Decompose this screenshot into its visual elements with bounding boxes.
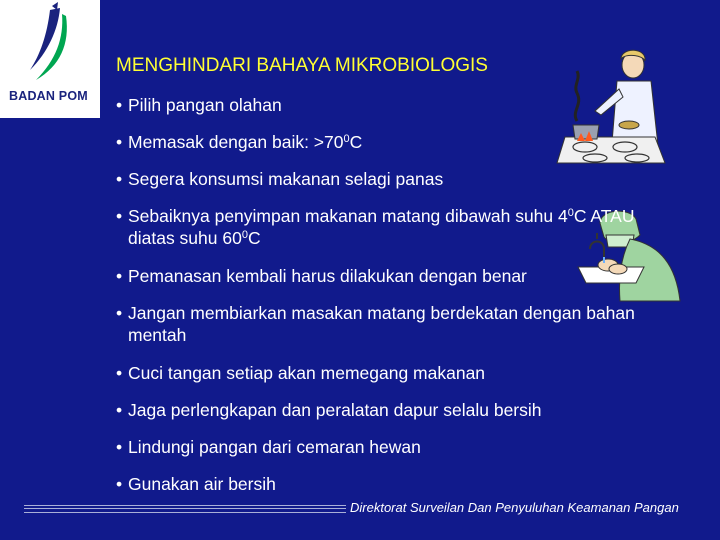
- bullet-item: [116, 205, 634, 249]
- bullet-item: [116, 362, 485, 384]
- footer-text: Direktorat Surveilan Dan Penyuluhan Keamanan Pangan: [350, 500, 679, 515]
- bullet-text: diatas suhu 60: [128, 228, 242, 248]
- bullet-text-unit: C: [349, 132, 363, 152]
- degree-superscript: 0: [567, 207, 574, 219]
- logo: [0, 0, 100, 118]
- bullet-text: Jangan membiarkan masakan matang berdekatan dengan bahan: [128, 303, 635, 323]
- slide-title: MENGHINDARI BAHAYA MIKROBIOLOGIS: [116, 55, 488, 76]
- bullet-text: Segera konsumsi makanan selagi panas: [128, 169, 444, 189]
- bullet-text-unit: C ATAU: [573, 206, 635, 226]
- bullet-item: [116, 265, 527, 287]
- bullet-text: Sebaiknya penyimpan makanan matang dibawah suhu 4: [128, 206, 568, 226]
- logo-text: BADAN POM: [9, 89, 88, 103]
- bullet-text: Cuci tangan setiap akan memegang makanan: [128, 363, 486, 383]
- bullet-item: [116, 94, 282, 116]
- bullet-text: Pemanasan kembali harus dilakukan dengan benar: [128, 266, 527, 286]
- bullet-text: Pilih pangan olahan: [128, 95, 282, 115]
- bullet-item: [116, 473, 276, 495]
- badan-pom-logo-icon: [0, 0, 100, 90]
- bullet-item: [116, 399, 542, 421]
- bullet-item: [116, 302, 635, 346]
- cooking-woman-clipart: [555, 45, 675, 175]
- bullet-text-unit: C: [247, 228, 261, 248]
- degree-superscript: 0: [241, 229, 248, 241]
- degree-superscript: 0: [343, 133, 350, 145]
- bullet-text: Memasak dengan baik: >70: [128, 132, 344, 152]
- bullet-text: Lindungi pangan dari cemaran hewan: [128, 437, 421, 457]
- bullet-text: mentah: [128, 325, 187, 345]
- bullet-item: [116, 168, 443, 190]
- bullet-text: Gunakan air bersih: [128, 474, 276, 494]
- footer-divider: [24, 505, 346, 513]
- bullet-item: [116, 436, 421, 458]
- bullet-item: [116, 131, 362, 153]
- bullet-text: Jaga perlengkapan dan peralatan dapur selalu bersih: [128, 400, 542, 420]
